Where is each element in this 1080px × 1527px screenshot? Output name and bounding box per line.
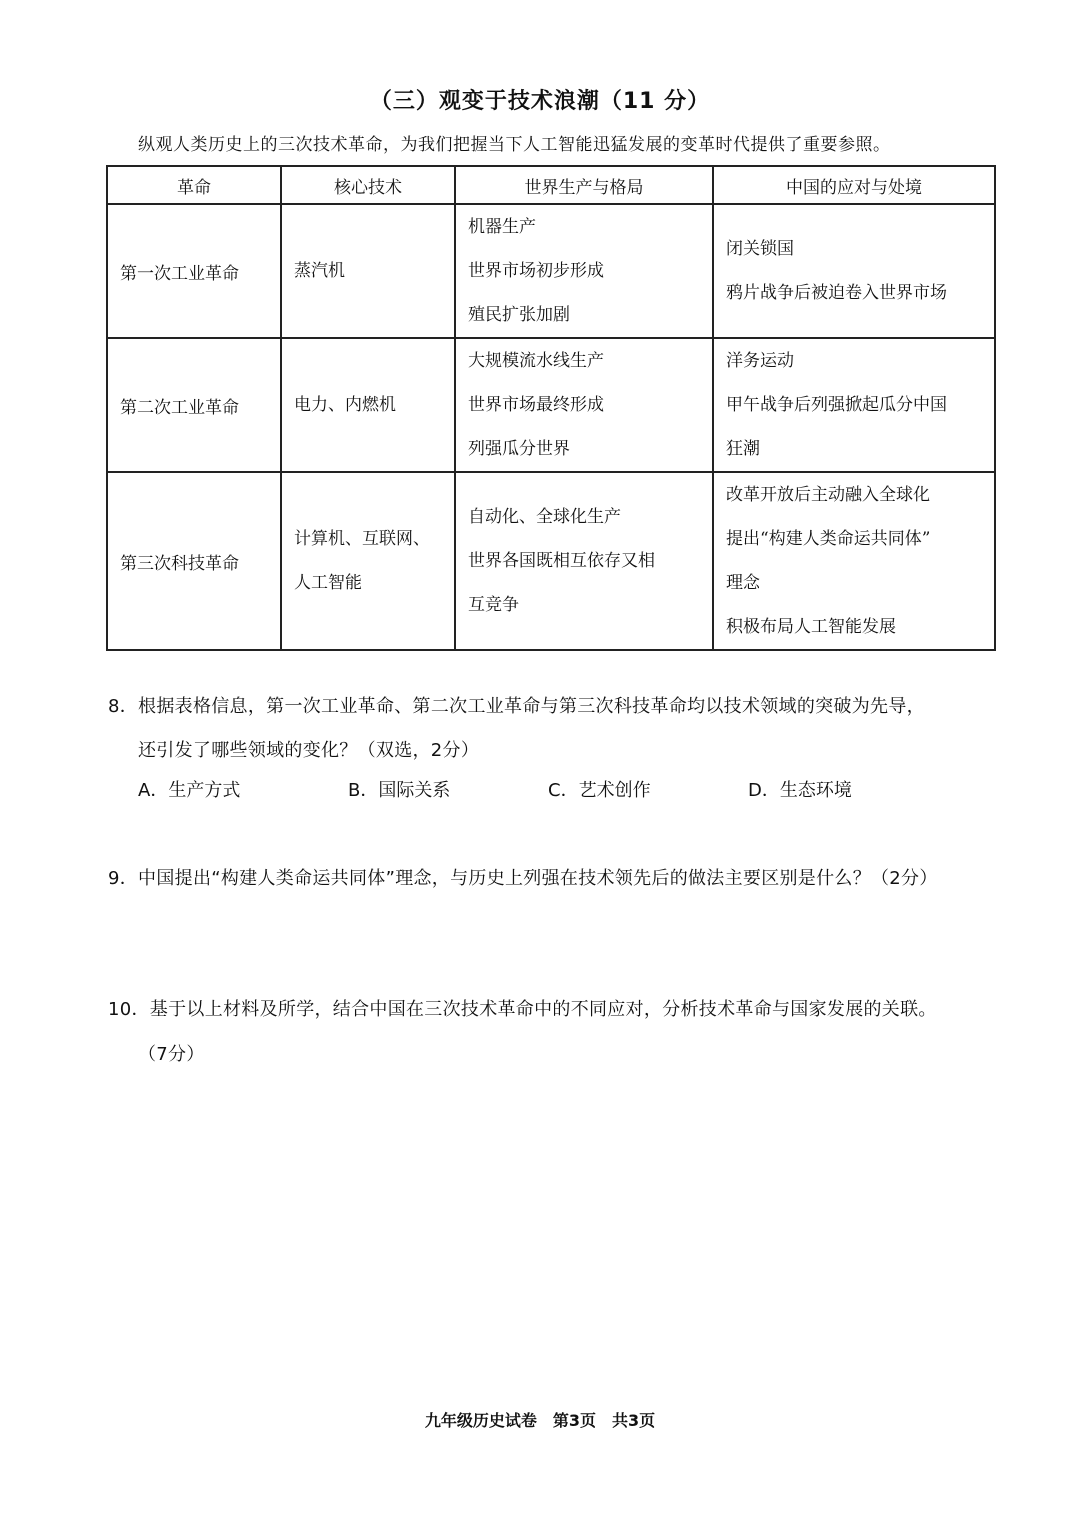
cell-china [713,204,995,338]
option-b: B．国际关系 [348,780,451,801]
china-line: 闭关锁国 [726,239,794,259]
table-header-row [107,166,995,204]
cell-tech [281,338,455,472]
world-line: 殖民扩张加剧 [468,305,570,325]
china-line: 洋务运动 [726,351,794,371]
question-10-line2: （7分） [138,1044,205,1065]
cell-revolution: 第三次科技革命 [107,472,281,650]
header-core-tech: 核心技术 [281,166,455,204]
world-line: 世界市场初步形成 [468,261,604,281]
option-c: C．艺术创作 [548,780,651,801]
china-line: 甲午战争后列强掀起瓜分中国 [726,395,947,415]
header-china: 中国的应对与处境 [713,166,995,204]
revolution-table [106,165,996,651]
world-line: 互竞争 [468,595,519,615]
question-8-line2: 还引发了哪些领域的变化？（双选，2分） [138,740,480,761]
question-8-line1: 8．根据表格信息，第一次工业革命、第二次工业革命与第三次科技革命均以技术领域的突破为先导， [108,696,925,717]
cell-revolution: 第二次工业革命 [107,338,281,472]
world-line: 世界市场最终形成 [468,395,604,415]
tech-line: 计算机、互联网、 [294,529,430,549]
world-line: 大规模流水线生产 [468,351,604,371]
china-line: 改革开放后主动融入全球化 [726,485,930,505]
table-row [107,338,995,472]
china-line: 鸦片战争后被迫卷入世界市场 [726,283,947,303]
tech-line: 电力、内燃机 [294,395,396,415]
question-9: 9．中国提出“构建人类命运共同体”理念，与历史上列强在技术领先后的做法主要区别是什么？（2分） [108,868,938,889]
world-line: 世界各国既相互依存又相 [468,551,655,571]
china-line: 理念 [726,573,760,593]
china-line: 积极布局人工智能发展 [726,617,896,637]
table-row [107,204,995,338]
cell-world [455,338,713,472]
option-d: D．生态环境 [748,780,852,801]
option-a: A．生产方式 [138,780,241,801]
page-footer: 九年级历史试卷 第3页 共3页 [424,1411,656,1430]
header-revolution: 革命 [107,166,281,204]
cell-world [455,472,713,650]
cell-world [455,204,713,338]
world-line: 列强瓜分世界 [468,439,570,459]
china-line: 狂潮 [726,439,760,459]
china-line: 提出“构建人类命运共同体” [726,529,931,549]
cell-china [713,472,995,650]
tech-line: 人工智能 [294,573,362,593]
question-10-line1: 10．基于以上材料及所学，结合中国在三次技术革命中的不同应对，分析技术革命与国家发展的关联。 [108,999,937,1020]
world-line: 机器生产 [468,217,536,237]
header-world: 世界生产与格局 [455,166,713,204]
cell-china [713,338,995,472]
cell-tech [281,204,455,338]
section-title: （三）观变于技术浪潮（11 分） [369,89,711,114]
table-row [107,472,995,650]
intro-text: 纵观人类历史上的三次技术革命，为我们把握当下人工智能迅猛发展的变革时代提供了重要参照。 [138,135,891,155]
cell-revolution: 第一次工业革命 [107,204,281,338]
tech-line: 蒸汽机 [294,261,345,281]
cell-tech [281,472,455,650]
world-line: 自动化、全球化生产 [468,507,621,527]
